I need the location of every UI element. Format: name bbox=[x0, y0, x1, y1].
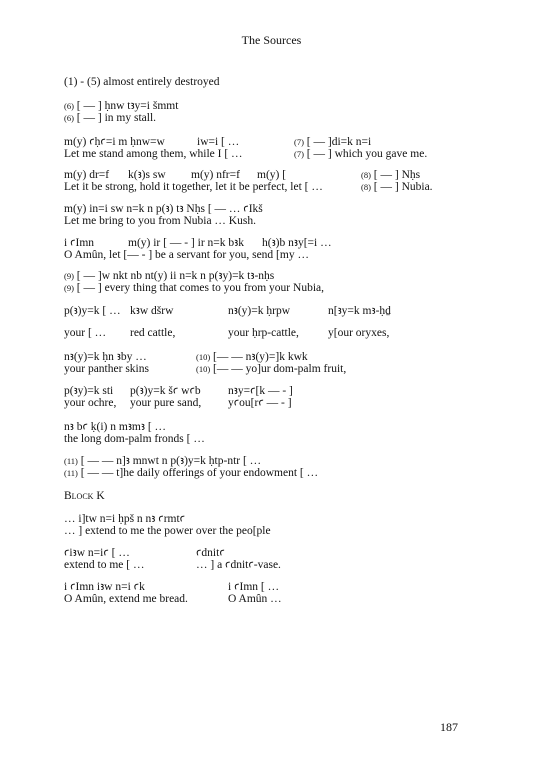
block-k-heading: Block K bbox=[64, 490, 105, 502]
cattle-translation-b: red cattle, bbox=[130, 327, 176, 339]
ochre-translit-a: p(ꜣy)=k sti bbox=[64, 385, 114, 397]
nubia-translit: m(y) in=i sw n=k n p(ꜣ) tꜣ Nḥs [ — … ꜥIkš bbox=[64, 203, 263, 215]
page-number: 187 bbox=[440, 720, 458, 734]
line-7-translit-c: (7) [ — ]di=k n=i bbox=[294, 136, 372, 148]
cattle-translit-d: n[ꜣy=k mꜣ-ḥḏ bbox=[328, 305, 391, 317]
block-k-line-3-translation-a: O Amûn, extend me bread. bbox=[64, 593, 188, 605]
block-k-line-2-translation-a: extend to me [ … bbox=[64, 559, 145, 571]
line-11-translit: (11) [ — — n]ꜣ mnwt n p(ꜣ)y=k ḥtp-ntr [ … bbox=[64, 455, 262, 467]
ochre-translation-a: your ochre, bbox=[64, 397, 117, 409]
line-7-translit-a: m(y) ꜥḥꜥ=i m ḥnw=w bbox=[64, 136, 165, 148]
fronds-translation: the long dom-palm fronds [ … bbox=[64, 433, 205, 445]
block-k-line-3-translit-b: i ꜥImn [ … bbox=[228, 581, 280, 593]
cattle-translit-a: p(ꜣ)y=k [ … bbox=[64, 305, 121, 317]
cattle-translation-c: your ḥrp-cattle, bbox=[228, 327, 299, 339]
cattle-translation-a: your [ … bbox=[64, 327, 107, 339]
block-k-line-2-translation-b: … ] a ꜥdnitꜥ-vase. bbox=[196, 559, 281, 571]
line-8-translit-d: m(y) [ bbox=[257, 169, 287, 181]
block-k-line-3-translit-a: i ꜥImn iꜣw n=i ꜥk bbox=[64, 581, 145, 593]
line-11-translation: (11) [ — — t]he daily offerings of your endowment [ … bbox=[64, 467, 319, 479]
ochre-translation-c: yꜥou[rꜥ — - ] bbox=[228, 397, 292, 409]
fronds-translit: nꜣ bꜥ ḳ(i) n mꜣmꜣ [ … bbox=[64, 421, 167, 433]
ochre-translit-b: p(ꜣ)y=k šꜥ wꜥb bbox=[130, 385, 201, 397]
line-1-5: (1) - (5) almost entirely destroyed bbox=[64, 76, 220, 88]
block-k-line-2-translit-a: ꜥiꜣw n=iꜥ [ … bbox=[64, 547, 130, 559]
line-7-translation-b: (7) [ — ] which you gave me. bbox=[294, 148, 428, 160]
line-7-translit-b: iw=i [ … bbox=[197, 136, 240, 148]
amun-translit-b: m(y) ir [ — - ] ir n=k bꜣk bbox=[128, 237, 244, 249]
line-8-translation-a: Let it be strong, hold it together, let it be perfect, let [ … bbox=[64, 181, 323, 193]
line-8-translit-e: (8) [ — ] Nḥs bbox=[361, 169, 421, 181]
cattle-translit-b: kꜣw dšrw bbox=[130, 305, 174, 317]
line-8-translit-b: k(ꜣ)s sw bbox=[128, 169, 166, 181]
line-9-translation: (9) [ — ] every thing that comes to you from your Nubia, bbox=[64, 282, 324, 294]
amun-translit-a: i ꜥImn bbox=[64, 237, 95, 249]
line-10-translit-a: nꜣ(y)=k ḥn ꜣby … bbox=[64, 351, 147, 363]
line-6-translit: (6) [ — ] ḥnw tꜣy=i šmmt bbox=[64, 100, 179, 112]
line-8-translation-b: (8) [ — ] Nubia. bbox=[361, 181, 433, 193]
line-10-translation-b: (10) [— — yo]ur dom-palm fruit, bbox=[196, 363, 347, 375]
running-header: The Sources bbox=[241, 33, 302, 47]
line-7-translation-a: Let me stand among them, while I [ … bbox=[64, 148, 243, 160]
line-8-translit-a: m(y) dr=f bbox=[64, 169, 110, 181]
block-k-line-1-translit: … i]tw n=i ḥpš n nꜣ ꜥrmtꜥ bbox=[64, 513, 186, 525]
block-k-line-3-translation-b: O Amûn … bbox=[228, 593, 282, 605]
block-k-line-1-translation: … ] extend to me the power over the peo[ple bbox=[64, 525, 271, 537]
line-6-translation: (6) [ — ] in my stall. bbox=[64, 112, 157, 124]
nubia-translation: Let me bring to you from Nubia … Kush. bbox=[64, 215, 256, 227]
block-k-line-2-translit-b: ꜥdnitꜥ bbox=[196, 547, 225, 559]
cattle-translation-d: y[our oryxes, bbox=[328, 327, 390, 339]
line-8-translit-c: m(y) nfr=f bbox=[191, 169, 240, 181]
line-10-translit-b: (10) [— — nꜣ(y)=]k kwk bbox=[196, 351, 308, 363]
ochre-translation-b: your pure sand, bbox=[130, 397, 202, 409]
amun-translation: O Amûn, let [— - ] be a servant for you, send [my … bbox=[64, 249, 309, 261]
line-9-translit: (9) [ — ]w nkt nb nt(y) ii n=k n p(ꜣy)=k tꜣ-nḥs bbox=[64, 270, 275, 282]
amun-translit-c: h(ꜣ)b nꜣy[=i … bbox=[262, 237, 332, 249]
ochre-translit-c: nꜣy=ꜥ[k — - ] bbox=[228, 385, 293, 397]
cattle-translit-c: nꜣ(y)=k ḥrpw bbox=[228, 305, 290, 317]
line-10-translation-a: your panther skins bbox=[64, 363, 149, 375]
